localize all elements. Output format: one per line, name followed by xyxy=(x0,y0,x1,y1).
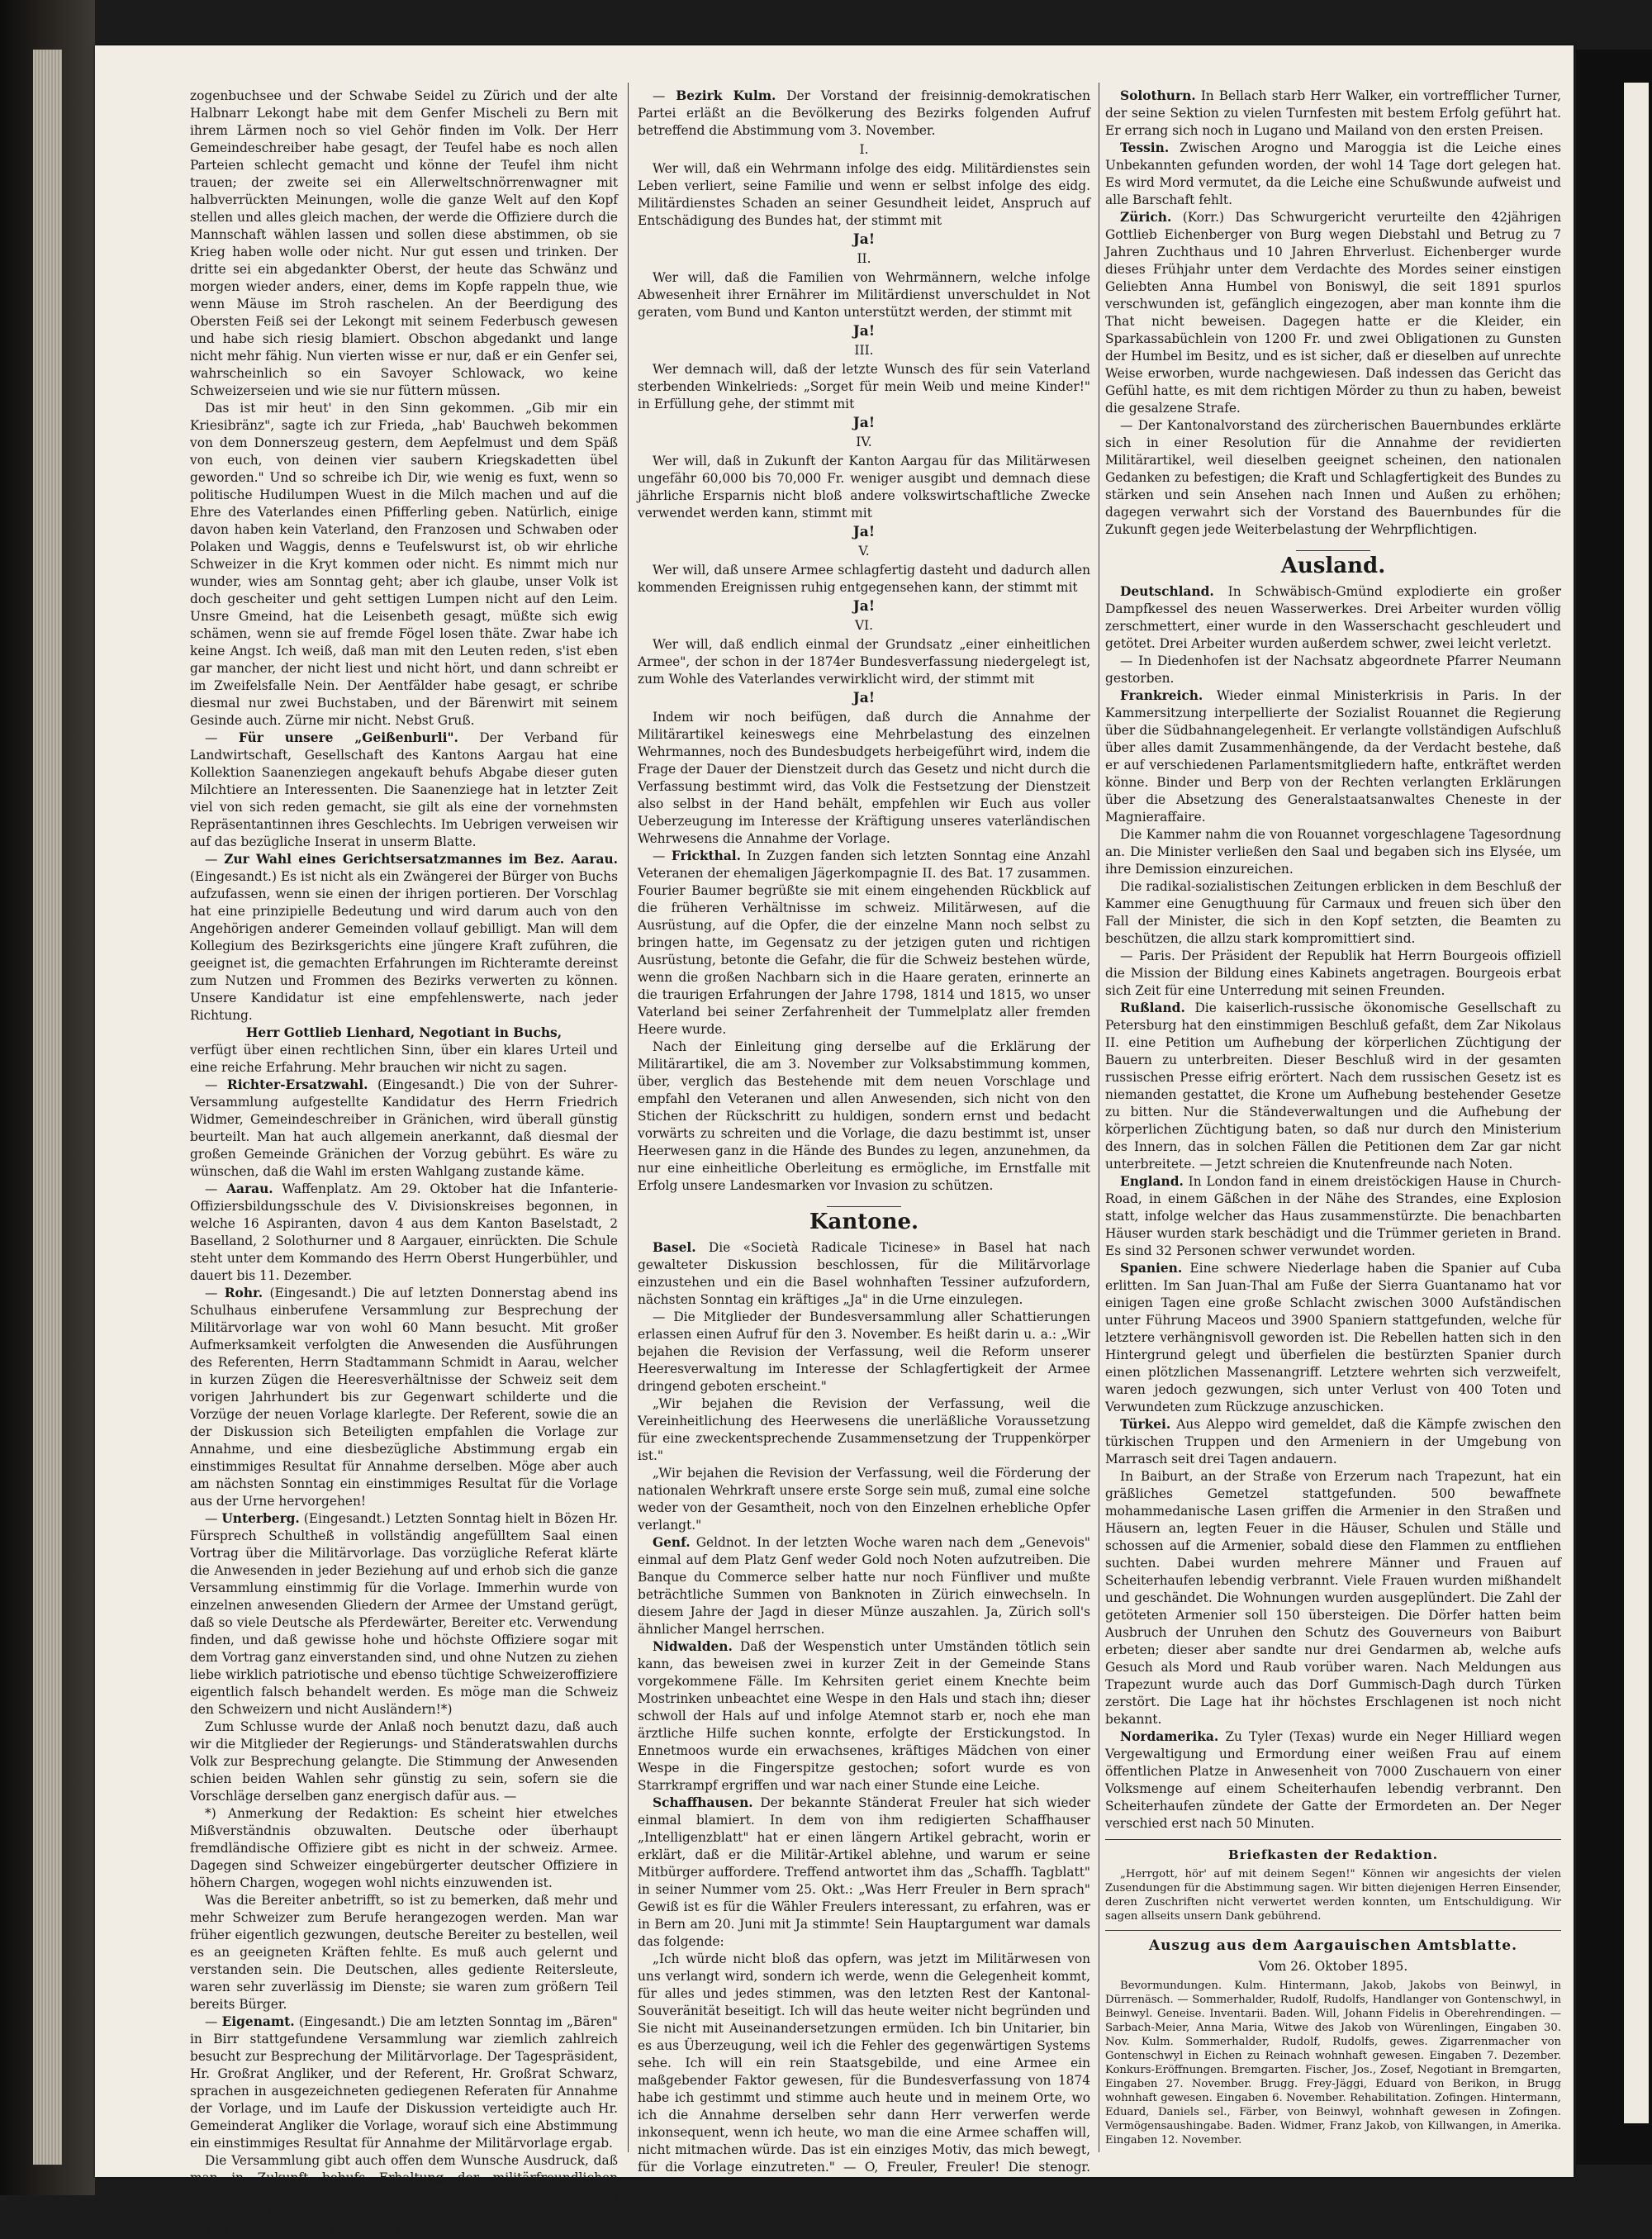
article-text: — Paris. Der Präsident der Republik hat Herrn Bourgeois offiziell die Mission der Bildung eines Kabinets angetragen. Bourgeois erbat sich Zeit für eine Unterredung mit seinen Freunden. xyxy=(1105,948,1561,998)
letterbox-text: „Herrgott, hör' auf mit deinem Segen!" Können wir angesichts der vielen Zusendungen für die Abstimmung sagen. Wir bitten diejenigen Herren Einsender, deren Zuschriften nicht verwertet werden konnten, um Entschuldigung. Wir sagen allseits unsern Dank gebührend. xyxy=(1105,1868,1561,1923)
article-text: „Wir bejahen die Revision der Verfassung, weil die Förderung der nationalen Wehrkraft unsere erste Sorge sein muß, zumal eine solche weder von der Gesamtheit, noch von den Einzelnen erhebliche Opfer verlangt." xyxy=(638,1466,1090,1533)
article-text: „Wir bejahen die Revision der Verfassung, weil die Vereinheitlichung des Heerwesens die unerläßliche Voraussetzung für eine zweckentsprechende Zusammensetzung der Truppenkörper ist." xyxy=(638,1396,1090,1463)
section-number: III. xyxy=(854,343,874,358)
article-text: — In Diedenhofen ist der Nachsatz abgeordnete Pfarrer Neumann gestorben. xyxy=(1105,654,1561,686)
section-number: VI. xyxy=(854,618,874,633)
column-2: — Bezirk Kulm. Der Vorstand der freisinnig-demokratischen Partei erläßt an die Bevölkerung des Bezirks folgenden Aufruf betreffend die Abstimmung vom 3. November. I. Wer will, daß ein Wehrmann infolge des eidg. Militärdienstes sein Leben verliert, seine Familie und wenn er selbst infolge des eidg. Militärdienstes Schaden an seiner Gesundheit leidet, Anspruch auf Entschädigung des Bundes hat, der stimmt mit Ja! II. Wer will, daß die Familien von Wehrmännern, welche infolge Abwesenheit ihrer Ernährer im Militärdienst unverschuldet in Not geraten, vom Bund und Kanton unterstützt werden, der stimmt mit Ja! III. Wer demnach will, daß der letzte Wunsch des für sein Vaterland sterbenden Winkelrieds: „Sorget für mein Weib und meine Kinder!" in Erfüllung gehe, der stimmt mit Ja! IV. Wer will, daß in Zukunft der Kanton Aargau für das Militärwesen ungefähr 60,000 bis 70,000 Fr. weniger ausgibt und demnach diese jährliche Ersparnis nicht bloß andere volkswirtschaftliche Zwecke verwendet werden kann, stimmt mit Ja! V. Wer will, daß unsere Armee schlagfertig dasteht und dadurch allen kommenden Ereignissen ruhig entgegensehen kann, der stimmt mit Ja! VI. Wer will, daß endlich einmal der Grundsatz „einer einheitlichen Armee", der schon in der 1874er Bundesverfassung niedergelegt ist, zum Wohle des Vaterlandes verwirklicht wird, der stimmt mit Ja! Indem wir noch beifügen, daß durch die Annahme der Militärartikel keineswegs eine Mehrbelastung des einzelnen Wehrmannes, noch des Bundesbudgets herbeigeführt wird, indem die Frage der Dauer der Dienstzeit durch das Gesetz und nicht durch die Verfassung bestimmt wird, das Volk die Festsetzung der Dienstzeit also selbst in der Hand behält, empfehlen wir Euch aus voller Ueberzeugung im Interesse der Kräftigung unseres vaterländischen Wehrwesens die Annahme der Vorlage. — Frickthal. In Zuzgen fanden sich letzten Sonntag eine Anzahl Veteranen der ehemaligen Jägerkompagnie II. des Bat. 17 zusammen. Fourier Baumer begrüßte sie mit einem eingehenden Rückblick auf die früheren Verhältnisse im schweiz. Militärwesen, auf die Ausrüstung, auf die Opfer, die der einzelne Mann noch selbst zu bringen hatte, im Gegensatz zu der jetzigen guten und richtigen Ausrüstung, betonte die Gefahr, die für die Schweiz bestehen würde, wenn die großen Nachbarn sich in die Haare geraten, erinnerte an die traurigen Erfahrungen der Jahre 1798, 1814 und 1815, wo unser Vaterland bei seiner Zerfahrenheit der Tummelplatz aller fremden Heere wurde. Nach der Einleitung ging derselbe auf die Erklärung der Militärartikel, die am 3. November zur Volksabstimmung kommen, über, verglich das Bestehende mit dem neuen Vorschlage und empfahl den Veteranen und allen Anwesenden, sich nicht von den Stichen der Rückschritt zu huldigen, sondern ernst und bedacht vorwärts zu schreiten und die Vorlage, die dazu bestimmt ist, unser Heerwesen ganz in die Hände des Bundes zu legen, anzunehmen, da nur eine einheitliche Oberleitung es ermögliche, im Ernstfalle mit Erfolg unsere Landesmarken vor Invasion zu schützen. Kantone. Basel. Die «Società Radicale Ticinese» in Basel hat nach gewalteter Diskussion beschlossen, für die Militärvorlage einzustehen und ein die Basel wohnhaften Tessiner aufzufordern, nächsten Sonntag ein kräftiges „Ja" in die Urne einzulegen. — Die Mitglieder der Bundesversammlung aller Schattierungen erlassen einen Aufruf für den 3. November. Es heißt darin u. a.: „Wir bejahen die Revision der Verfassung, weil die Reform unserer Heeresverwaltung im Interesse der Schlagfertigkeit der Armee dringend geboten erscheint." „Wir bejahen die Revision der Verfassung, weil die Vereinheitlichung des Heerwesens die unerläßliche Voraussetzung für eine zweckentsprechende Zusammensetzung der Truppenkörper ist." „Wir bejahen die Revision der Verfassung, weil die Förderung der nationalen Wehrkraft unsere erste Sorge sein muß, zumal eine solche weder von der Gesamtheit, noch von den Einzelnen erhebliche Opfer verlangt." Genf. Geldnot. In der letzten Woche waren nach dem „Genevois" einmal auf dem Platz Genf weder Gold noch Noten aufzutreiben. Die Banque du Commerce selber hatte nur noch Fünfliver und mußte beträchtliche Summen von Banknoten in Zürich einwechseln. In diesem Jahre der Jagd in dieser Münze auszahlen. Ja, Zürich soll's ähnlicher Mangel herrschen. Nidwalden. Daß der Wespenstich unter Umständen tötlich sein kann, das beweisen zwei in kurzer Zeit in der Gemeinde Stans vorgekommene Fälle. Im Kehrsiten geriet einem Knechte beim Mostrinken unbeachtet eine Wespe in den Hals und stach ihn; dieser schwoll der Hals auf und infolge Atemnot starb er, noch ehe man ärztliche Hilfe suchen konnte, erfolgte der Erstickungstod. In Ennetmoos wurde ein erwachsenes, kräftiges Mädchen von einer Wespe in die Fingerspitze gestochen; sofort wurde es von Starrkrampf ergriffen und war nach einer Stunde eine Leiche. Schaffhausen. Der bekannte Ständerat Freuler hat sich wieder einmal blamiert. In dem von ihm redigierten Schaffhauser „Intelligenzblatt" hat er einen längern Artikel gebracht, worin er erklärt, daß er die Militär-Artikel ablehne, und warum er seine Mitbürger auffordere. Treffend antwortet ihm das „Schaffh. Tagblatt" in seiner Nummer vom 25. Okt.: „Was Herr Freuler in Bern sprach" Gewiß ist es für die Wähler Freulers interessant, zu erfahren, was er in Bern am 20. Juni mit Ja stimmte! Sein Hauptargument war damals das folgende: „Ich würde nicht bloß das opfern, was jetzt im Militärwesen von uns verlangt wird, sondern ich werde, wenn die Gelegenheit kommt, für alles und jedes stimmen, was den letzten Rest der Kantonal-Souveränität beseitigt. Ich will das heute weiter nicht begründen und Sie nicht mit Auseinandersetzungen ermüden. Ich bin Unitarier, bin es aus Überzeugung, weil ich die Fehler des gegenwärtigen Systems sehe. Ich will ein rein Staatsgebilde, und eine Armee ein maßgebender Faktor gewesen, für die Bundesverfassung von 1874 habe ich gestimmt und stimme auch heute und in meinem Orte, wo ich die Annahme derselben sehr dann Herr verwerfen werde inkonsequent, wenn ich heute, wo man die eine Armee schaffen will, nicht mitmachen würde. Das ist ein einziges Motiv, das mich bewegt, für die Vorlage einzutreten." — O, Freuler, Freuler! Die stenogr. Bülletins sind scheins doch für etwas gut. xyxy=(638,88,1090,2192)
article-text: Was die Bereiter anbetrifft, so ist zu bemerken, daß mehr und mehr Schweizer zum Berufe herangezogen werden. Man war früher eigentlich gezwungen, deutsche Bereiter zu bestellen, weil es an geeigneten Kräften fehlte. Es muß auch gelernt und verstanden sein. Die Deutschen, alles gediente Reitersleute, waren sehr zuverlässig im Dienste; sie waren zum größern Teil bereits Bürger. xyxy=(190,1893,618,2012)
article-heading: Türkei. xyxy=(1120,1417,1171,1432)
article-text: Zum Schlusse wurde der Anlaß noch benutzt dazu, daß auch wir die Mitglieder der Regierungs- und Ständeratswahlen durchs Volk zur Besprechung gelangte. Die Stimmung der Anwesenden schien beiden Wahlen sehr günstig zu sein, sofern sie die Vorschläge derselben ganz energisch dafür aus. — xyxy=(190,1719,618,1804)
article-heading: Zur Wahl eines Gerichtsersatzmannes im Bez. Aarau. xyxy=(224,852,618,867)
article-text: Der Verband für Landwirtschaft, Gesellschaft des Kantons Aargau hat eine Kollektion Saanenziegen angekauft behufs Abgabe dieser guten Milchtiere an Interessenten. Die Saanenziege hat in letzter Zeit viel von sich reden gemacht, sie gilt als eine der vornehmsten Repräsentantinnen ihres Geschlechts. Im Uebrigen verweisen wir auf das bezügliche Inserat in unserm Blatte. xyxy=(190,730,618,849)
gazette-title: Auszug aus dem Aargauischen Amtsblatte. xyxy=(1148,1937,1518,1954)
facing-page-edge xyxy=(1576,50,1652,2165)
candidate-name: Herr Gottlieb Lienhard, Negotiant in Buchs, xyxy=(245,1025,563,1040)
article-text: Die radikal-sozialistischen Zeitungen erblicken in dem Beschluß der Kammer eine Genugthuung für Carmaux und freuen sich über den Fall der Minister, die sich in den Kopf setzten, die Beamten zu beschützen, die allzu stark kompromittiert sind. xyxy=(1105,879,1561,946)
article-text: In Bellach starb Herr Walker, ein vortrefflicher Turner, der seine Sektion zu vielen Turnfesten mit bestem Erfolg geführt hat. Er errang sich noch in Lugano und Mailand von den ersten Preisen. xyxy=(1105,88,1561,138)
article-text: Waffenplatz. Am 29. Oktober hat die Infanterie-Offiziersbildungsschule des V. Divisionskreises begonnen, in welche 16 Aspiranten, davon 4 aus dem Kanton Baselstadt, 2 Baselland, 2 Solothurner und 8 Aargauer, einrückten. Die Schule steht unter dem Kommando des Herrn Oberst Hungerbühler, und dauert bis 11. Dezember. xyxy=(190,1181,618,1283)
article-text: Wer will, daß unsere Armee schlagfertig dasteht und dadurch allen kommenden Ereignissen ruhig entgegensehen kann, der stimmt mit xyxy=(638,563,1090,595)
article-heading: Richter-Ersatzwahl. xyxy=(226,1077,368,1092)
article-text: Daß der Wespenstich unter Umständen tötlich sein kann, das beweisen zwei in kurzer Zeit in der Gemeinde Stans vorgekommene Fälle. Im Kehrsiten geriet einem Knechte beim Mostrinken unbeachtet eine Wespe in den Hals und stach ihn; dieser schwoll der Hals auf und infolge Atemnot starb er, noch ehe man ärztliche Hilfe suchen konnte, erfolgte der Erstickungstod. In Ennetmoos wurde ein erwachsenes, kräftiges Mädchen von einer Wespe in die Fingerspitze gestochen; sofort wurde es von Starrkrampf ergriffen und war nach einer Stunde eine Leiche. xyxy=(638,1639,1090,1793)
article-text: (Eingesandt.) Die am letzten Sonntag im „Bären" in Birr stattgefundene Versammlung war ziemlich zahlreich besucht zur Besprechung der Militärvorlage. Der Tagespräsident, Hr. Großrat Angliker, und der Referent, Hr. Großrat Schwarz, sprachen in ausgezeichneten gediegenen Referaten für Annahme der Vorlage, und im Laufe der Diskussion verteidigte auch Hr. Gemeinderat Angliker die Vorlage, worauf sich eine Abstimmung ein einstimmiges Resultat für Annahme der Militärvorlage ergab. xyxy=(190,2014,618,2151)
article-heading: Eigenamt. xyxy=(221,2014,295,2029)
gazette-date: Vom 26. Oktober 1895. xyxy=(1258,1959,1408,1974)
article-text: Eine schwere Niederlage haben die Spanier auf Cuba erlitten. Im San Juan-Thal am Fuße der Sierra Guantanamo hat vor einigen Tagen eine große Schlacht zwischen 3000 Aufständischen unter Führung Maceos und 3900 Spaniern stattgefunden, welche für letztere verhängnisvoll geworden ist. Die Rebellen hatten sich in den Hintergrund gelegt und überfielen die bestürzten Spanier durch einen plötzlichen Massenangriff. Letztere wehrten sich verzweifelt, waren jedoch gezwungen, sich unter Verlust von 400 Toten und Verwundeten zum Rückzuge anzuschicken. xyxy=(1105,1261,1561,1414)
article-heading: Aarau. xyxy=(226,1181,273,1196)
ja-label: Ja! xyxy=(852,323,876,340)
article-text: Wer will, daß endlich einmal der Grundsatz „einer einheitlichen Armee", der schon in der 1874er Bundesverfassung niedergelegt ist, zum Wohle des Vaterlandes verwirklicht wird, der stimmt mit xyxy=(638,637,1090,687)
article-text: Aus Aleppo wird gemeldet, daß die Kämpfe zwischen den türkischen Truppen und den Armeniern in der Umgebung von Marrasch seit drei Tagen andauern. xyxy=(1105,1417,1561,1467)
article-heading: Für unsere „Geißenburli". xyxy=(238,730,458,745)
article-text: In Baiburt, an der Straße von Erzerum nach Trapezunt, hat ein gräßliches Gemetzel stattgefunden. 500 bewaffnete mohammedanische Lasen griffen die Armenier in den Straßen und Häusern an, legten Feuer in die Häuser, Schulen und Ställe und schossen auf die Armenier, sobald diese den Flammen zu entfliehen suchten. Dabei wurden mehrere Männer und Frauen auf Scheiterhaufen lebendig verbrannt. Viele Frauen wurden mißhandelt und geschändet. Die Wohnungen wurden ausgeplündert. Die Zahl der getöteten Armenier soll 150 übersteigen. Die Dörfer hatten beim Ausbruch der Unruhen den Schutz des Gouverneurs von Baiburt erbeten; dieser aber sandte nur drei Gendarmen ab, welche aufs Gesuch als Mord und Raub vorüber waren. Nach Meldungen aus Trapezunt wurde auch das Dorf Gummisch-Dagh durch Türken zerstört. Die Lage hat ihr höchstes Erschlagenen ist noch nicht bekannt. xyxy=(1105,1469,1561,1727)
divider xyxy=(1105,1839,1561,1840)
column-3 xyxy=(1105,88,1561,2146)
article-text: verfügt über einen rechtlichen Sinn, über ein klares Urteil und eine reiche Erfahrung. Mehr brauchen wir nicht zu sagen. xyxy=(190,1043,618,1075)
column-rule xyxy=(628,83,629,2152)
ja-label: Ja! xyxy=(852,415,876,431)
ja-label: Ja! xyxy=(852,598,876,615)
article-text: — Die Mitglieder der Bundesversammlung aller Schattierungen erlassen einen Aufruf für den 3. November. Es heißt darin u. a.: „Wir bejahen die Revision der Verfassung, weil die Reform unserer Heeresverwaltung im Interesse der Schlagfertigkeit der Armee dringend geboten erscheint." xyxy=(638,1310,1090,1394)
article-heading: Nidwalden. xyxy=(653,1639,733,1654)
section-heading-ausland: Ausland. xyxy=(1105,550,1561,575)
article-text: (Eingesandt.) Es ist nicht als ein Zwängerei der Bürger von Buchs aufzufassen, wenn sie einen der ihrigen portieren. Der Vorschlag hat eine prinzipielle Bedeutung und wird darum auch von den Angehörigen anderer Gemeinden vollauf gebilligt. Man will dem Kollegium des Bezirksgerichts eine jüngere Kraft zuführen, die geeignet ist, die gemachten Erfahrungen im Richteramte dereinst zum Nutzen und Frommen des Bezirks verwerten zu können. Unsere Kandidatur ist eine empfehlenswerte, nach jeder Richtung. xyxy=(190,869,618,1023)
article-heading: Nordamerika. xyxy=(1120,1729,1219,1744)
article-text: Das ist mir heut' in den Sinn gekommen. „Gib mir ein Kriesibränz", sagte ich zur Frieda, „hab' Bauchweh bekommen von dem Donnerszeug gestern, dem Aepfelmust und dem Späß von euch, von deinen vier saubern Kriegskadetten übel geworden." Und so schreibe ich Dir, wie wenig es fuxt, wenn so politische Hudilumpen Wuest in die Milch machen und auf die Ehre des Vaterlandes einen Pfifferling geben. Natürlich, einige davon haben kein Vaterland, den Franzosen und Schwaben oder Polaken und Waggis, denns e Teufelswurst ist, ob wir ehrliche Schweizer in die Kryt kommen oder nicht. Es nimmt mich nur wunder, wies am Sonntag geht; aber ich glaube, unser Volk ist doch gescheiter und geht settigen Lumpen nicht auf den Leim. Unsre Gmeind, hat die Leisenbeth gesagt, müßte sich ewig schämen, wenn sie auf fremde Fögel losen thäte. Zwar habe ich keine Angst. Ich weiß, daß man mit den Leuten reden, s'ist eben gar mancher, der nicht liest und nicht hört, und dann schreibt er im Zweifelsfalle Nein. Der Aentfälder habe gesagt, er schribe diesmal nur zwei Buchstaben, und der Bärenwirt mit seinem Gesinde auch. Zürne mir nicht. Nebst Gruß. xyxy=(190,401,618,728)
article-heading: Rohr. xyxy=(224,1286,263,1300)
section-number: IV. xyxy=(856,435,872,449)
article-text: Wer will, daß ein Wehrmann infolge des eidg. Militärdienstes sein Leben verliert, seine Familie und wenn er selbst infolge des eidg. Militärdienstes Schaden an seiner Gesundheit leidet, Anspruch auf Entschädigung des Bundes hat, der stimmt mit xyxy=(638,161,1090,228)
page-stack-edge xyxy=(33,50,62,2165)
article-text: (Eingesandt.) Die von der Suhrer-Versammlung aufgestellte Kandidatur des Herrn Friedrich Widmer, Gemeindeschreiber in Gränichen, wird überall günstig beurteilt. Man hat auch allgemein anerkannt, daß diesmal der großen Gemeinde Gränichen der Vorzug gebührt. Es wäre zu wünschen, daß die Wahl im ersten Wahlgang zustande käme. xyxy=(190,1077,618,1179)
article-text: Wer demnach will, daß der letzte Wunsch des für sein Vaterland sterbenden Winkelrieds: „Sorget für mein Weib und meine Kinder!" in Erfüllung gehe, der stimmt mit xyxy=(638,362,1090,411)
article-text: (Eingesandt.) Die auf letzten Donnerstag abend ins Schulhaus einberufene Versammlung zur Besprechung der Militärvorlage war von wohl 60 Mann besucht. Mit großer Aufmerksamkeit verfolgten die Anwesenden die Ausführungen des Referenten, Herrn Stadtammann Schmidt in Aarau, welcher in kurzen Zügen die Heeresverhältnisse der Schweiz seit dem vorigen Jahrhundert bis zur Gegenwart schilderte und die Vorzüge der neuen Vorlage klarlegte. Der Referent, sowie die an der Diskussion sich Beteiligten empfahlen die Vorlage zur Annahme, und eine diesbezügliche Abstimmung ergab ein einstimmiges Resultat für Annahme derselben. Möge aber auch am nächsten Sonntag ein einstimmiges Resultat für die Vorlage aus der Urne hervorgehen! xyxy=(190,1286,618,1509)
article-heading: Zürich. xyxy=(1120,210,1172,225)
article-text: Wer will, daß die Familien von Wehrmännern, welche infolge Abwesenheit ihrer Ernährer im Militärdienst unverschuldet in Not geraten, vom Bund und Kanton unterstützt werden, der stimmt mit xyxy=(638,270,1090,320)
section-heading-kantone: Kantone. xyxy=(638,1206,1090,1231)
article-heading: Tessin. xyxy=(1120,140,1170,155)
article-heading: Frickthal. xyxy=(671,849,741,863)
article-heading: Unterberg. xyxy=(221,1511,300,1526)
article-text: Die «Società Radicale Ticinese» in Basel hat nach gewalteter Diskussion beschlossen, für die Militärvorlage einzustehen und ein die Basel wohnhaften Tessiner aufzufordern, nächsten Sonntag ein kräftiges „Ja" in die Urne einzulegen. xyxy=(638,1240,1090,1307)
article-text: Wer will, daß in Zukunft der Kanton Aargau für das Militärwesen ungefähr 60,000 bis 70,000 Fr. weniger ausgibt und demnach diese jährliche Ersparnis nicht bloß andere volkswirtschaftliche Zwecke verwendet werden kann, stimmt mit xyxy=(638,454,1090,521)
article-text: Indem wir noch beifügen, daß durch die Annahme der Militärartikel keineswegs eine Mehrbelastung des einzelnen Wehrmannes, noch des Bundesbudgets herbeigeführt wird, indem die Frage der Dauer der Dienstzeit durch das Gesetz und nicht durch die Verfassung bestimmt wird, das Volk die Festsetzung der Dienstzeit also selbst in der Hand behält, empfehlen wir Euch aus voller Ueberzeugung im Interesse der Kräftigung unseres vaterländischen Wehrwesens die Annahme der Vorlage. xyxy=(638,710,1090,846)
footnote: *) Anmerkung der Redaktion: Es scheint hier etwelches Mißverständnis obzuwalten. Deutsche oder überhaupt fremdländische Offiziere gibt es nicht in der schweiz. Armee. Dagegen sind Schweizer eingebürgerter deutscher Offiziere in höhern Chargen, wogegen wohl nichts einzuwenden ist. xyxy=(190,1806,618,1890)
column-1: zogenbuchsee und der Schwabe Seidel zu Zürich und der alte Halbnarr Lekongt habe mit dem Genfer Mischeli zu Bern mit ihrem Lärmen noch so viel Gehör finden im Volk. Der Herr Gemeindeschreiber habe gesagt, der Teufel habe es noch allen Parteien schlecht gemacht und könne der Teufel ihm nicht trauen; der zweite sei ein Allerweltschnörrenwagner mit halbverrückten Meinungen, wolle die ganze Welt auf den Kopf stellen und alles gleich machen, der werde die Offiziere durch die Mannschaft wählen lassen und sollen diese abstimmen, ob sie Krieg haben wolle oder nicht. Nur gut essen und trinken. Der dritte sei ein abgedankter Oberst, der heute das Schwänz und morgen wieder anders, einer, dems im Kopfe rappeln thue, wie wenn Mäuse im Stroh raschelen. An der Beerdigung des Obersten Feiß sei der Lekongt mit seinem Federbusch gewesen und habe sich riesig blamiert. Obschon abgedankt und lange nicht mehr fähig. Nun vierten wisse er nur, daß er ein Genfer sei, wahrscheinlich so ein Savoyer Schlowack, wo keine Schweizerseien und wie sie nur füttern müssen. Das ist mir heut' in den Sinn gekommen. „Gib mir ein Kriesibränz", sagte ich zur Frieda, „hab' Bauchweh bekommen von dem Donnerszeug gestern, dem Aepfelmust und dem Späß von euch, von deinen vier saubern Kriegskadetten übel geworden." Und so schreibe ich Dir, wie wenig es fuxt, wenn so politische Hudilumpen Wuest in die Milch machen und auf die Ehre des Vaterlandes einen Pfifferling geben. Natürlich, einige davon haben kein Vaterland, den Franzosen und Schwaben oder Polaken und Waggis, denns e Teufelswurst ist, ob wir ehrliche Schweizer in die Kryt kommen oder nicht. Es nimmt mich nur wunder, wies am Sonntag geht; aber ich glaube, unser Volk ist doch gescheiter und geht settigen Lumpen nicht auf den Leim. Unsre Gmeind, hat die Leisenbeth gesagt, müßte sich ewig schämen, wenn sie auf fremde Fögel losen thäte. Zwar habe ich keine Angst. Ich weiß, daß man mit den Leuten reden, s'ist eben gar mancher, der nicht liest und nicht hört, und dann schreibt er im Zweifelsfalle Nein. Der Aentfälder habe gesagt, er schribe diesmal nur zwei Buchstaben, und der Bärenwirt mit seinem Gesinde auch. Zürne mir nicht. Nebst Gruß. — Für unsere „Geißenburli". Der Verband für Landwirtschaft, Gesellschaft des Kantons Aargau hat eine Kollektion Saanenziegen angekauft behufs Abgabe dieser guten Milchtiere an Interessenten. Die Saanenziege hat in letzter Zeit viel von sich reden gemacht, sie gilt als eine der vornehmsten Repräsentantinnen ihres Geschlechts. Im Uebrigen verweisen wir auf das bezügliche Inserat in unserm Blatte. — Zur Wahl eines Gerichtsersatzmannes im Bez. Aarau. (Eingesandt.) Es ist nicht als ein Zwängerei der Bürger von Buchs aufzufassen, wenn sie einen der ihrigen portieren. Der Vorschlag hat eine prinzipielle Bedeutung und wird darum auch von den Angehörigen anderer Gemeinden vollauf gebilligt. Man will dem Kollegium des Bezirksgerichts eine jüngere Kraft zuführen, die geeignet ist, die gemachten Erfahrungen im Richteramte dereinst zum Nutzen und Frommen des Bezirks verwerten zu können. Unsere Kandidatur ist eine empfehlenswerte, nach jeder Richtung. Herr Gottlieb Lienhard, Negotiant in Buchs, verfügt über einen rechtlichen Sinn, über ein klares Urteil und eine reiche Erfahrung. Mehr brauchen wir nicht zu sagen. — Richter-Ersatzwahl. (Eingesandt.) Die von der Suhrer-Versammlung aufgestellte Kandidatur des Herrn Friedrich Widmer, Gemeindeschreiber in Gränichen, wird überall günstig beurteilt. Man hat auch allgemein anerkannt, daß diesmal der großen Gemeinde Gränichen der Vorzug gebührt. Es wäre zu wünschen, daß die Wahl im ersten Wahlgang zustande käme. — Aarau. Waffenplatz. Am 29. Oktober hat die Infanterie-Offiziersbildungsschule des V. Divisionskreises begonnen, in welche 16 Aspiranten, davon 4 aus dem Kanton Baselstadt, 2 Baselland, 2 Solothurner und 8 Aargauer, einrückten. Die Schule steht unter dem Kommando des Herrn Oberst Hungerbühler, und dauert bis 11. Dezember. — Rohr. (Eingesandt.) Die auf letzten Donnerstag abend ins Schulhaus einberufene Versammlung zur Besprechung der Militärvorlage war von wohl 60 Mann besucht. Mit großer Aufmerksamkeit verfolgten die Anwesenden die Ausführungen des Referenten, Herrn Stadtammann Schmidt in Aarau, welcher in kurzen Zügen die Heeresverhältnisse der Schweiz seit dem vorigen Jahrhundert bis zur Gegenwart schilderte und die Vorzüge der neuen Vorlage klarlegte. Der Referent, sowie die an der Diskussion sich Beteiligten empfahlen die Vorlage zur Annahme, und eine diesbezügliche Abstimmung ergab ein einstimmiges Resultat für Annahme derselben. Möge aber auch am nächsten Sonntag ein einstimmiges Resultat für die Vorlage aus der Urne hervorgehen! — Unterberg. (Eingesandt.) Letzten Sonntag hielt in Bözen Hr. Fürsprech Schultheß in vollständig angefülltem Saal einen Vortrag über die Militärvorlage. Das vorzügliche Referat klärte die Anwesenden in jeder Beziehung auf und erhob sich die ganze Versammlung einstimmig für die Vorlage. Immerhin wurde von einzelnen anwesenden Gliedern der Armee der Umstand gerügt, daß so viele Deutsche als Pferdewärter, Bereiter etc. Verwendung finden, und daß gewisse hohe und höchste Offiziere sogar mit dem Vortrag ganz einverstanden sind, und ohne Nutzen zu ziehen liebe wirklich patriotische und ebenso tüchtige Schweizeroffiziere eigentlich falsch behandelt werden. Es möge man die Schweiz den Schweizern und nicht Ausländern!*) Zum Schlusse wurde der Anlaß noch benutzt dazu, daß auch wir die Mitglieder der Regierungs- und Ständeratswahlen durchs Volk zur Besprechung gelangte. Die Stimmung der Anwesenden schien beiden Wahlen sehr günstig zu sein, sofern sie die Vorschläge derselben ganz energisch dafür aus. — *) Anmerkung der Redaktion: Es scheint hier etwelches Mißverständnis obzuwalten. Deutsche oder überhaupt fremdländische Offiziere gibt es nicht in der schweiz. Armee. Dagegen sind Schweizer eingebürgerter deutscher Offiziere in höhern Chargen, wogegen wohl nichts einzuwenden ist. Was die Bereiter anbetrifft, so ist zu bemerken, daß mehr und mehr Schweizer zum Berufe herangezogen werden. Man war früher eigentlich gezwungen, deutsche Bereiter zu bestellen, weil es an geeigneten Kräften fehlte. Es muß auch gelernt und verstanden sein. Die Deutschen, alles gediente Reitersleute, waren sehr zuverlässig im Dienste; sie waren zum größern Teil bereits Bürger. — Eigenamt. (Eingesandt.) Die am letzten Sonntag im „Bären" in Birr stattgefundene Versammlung war ziemlich zahlreich besucht zur Besprechung der Militärvorlage. Der Tagespräsident, Hr. Großrat Angliker, und der Referent, Hr. Großrat Schwarz, sprachen in ausgezeichneten gediegenen Referaten für Annahme der Vorlage, und im Laufe der Diskussion verteidigte auch Hr. Gemeinderat Angliker die Vorlage, worauf sich eine Abstimmung ein einstimmiges Resultat für Annahme der Militärvorlage ergab. Die Versammlung gibt auch offen dem Wunsche Ausdruck, daß man in Zukunft behufs Erhaltung der militärfreundlichen Gesinnung unseres Volkes ein rücksichtsloseres Vorgehen gegenüber Exzessen behufs Verbesserung von Berufsoffizieren durch die zuständigen Behörden erwarte. xyxy=(190,88,618,2237)
article-heading: Frankreich. xyxy=(1120,688,1203,703)
ja-label: Ja! xyxy=(852,231,876,248)
ja-label: Ja! xyxy=(852,524,876,540)
article-heading: Rußland. xyxy=(1120,1001,1185,1015)
article-text: Wieder einmal Ministerkrisis in Paris. In der Kammersitzung interpellierte der Sozialist Rouannet die Regierung über die Südbahnangelegenheit. Er verlangte vollständigen Aufschluß über alles damit Zusammenhängende, da der Verdacht bestehe, daß er auf verschiedenen Parlamentsmitgliedern hafte, entkräftet werden könne. Binder und Berp von der Rechten verlangten Erklärungen über die Absetzung des Generalstaatsanwaltes Cheneste in der Magnieraffaire. xyxy=(1105,688,1561,825)
article-text: (Eingesandt.) Letzten Sonntag hielt in Bözen Hr. Fürsprech Schultheß in vollständig angefülltem Saal einen Vortrag über die Militärvorlage. Das vorzügliche Referat klärte die Anwesenden in jeder Beziehung auf und erhob sich die ganze Versammlung einstimmig für die Vorlage. Immerhin wurde von einzelnen anwesenden Gliedern der Armee der Umstand gerügt, daß so viele Deutsche als Pferdewärter, Bereiter etc. Verwendung finden, und daß gewisse hohe und höchste Offiziere sogar mit dem Vortrag ganz einverstanden sind, und ohne Nutzen zu ziehen liebe wirklich patriotische und ebenso tüchtige Schweizeroffiziere eigentlich falsch behandelt werden. Es möge man die Schweiz den Schweizern und nicht Ausländern!*) xyxy=(190,1511,618,1717)
section-number: II. xyxy=(857,251,871,266)
article-text: — Der Kantonalvorstand des zürcherischen Bauernbundes erklärte sich in einer Resolution für die Annahme der revidierten Militärartikel, weil dieselben geeignet scheinen, den nationalen Gedanken zu befestigen; die Kraft und Schlagfertigkeit des Bundes zu stärken und sein Ansehen nach Innen und Außen zu erhöhen; dagegen verwahrt sich der Vorstand des Bauernbundes für die Zukunft gegen jede Weiterbelastung der Wehrpflichtigen. xyxy=(1105,418,1561,537)
article-text: Geldnot. In der letzten Woche waren nach dem „Genevois" einmal auf dem Platz Genf weder Gold noch Noten aufzutreiben. Die Banque du Commerce selber hatte nur noch Fünfliver und mußte beträchtliche Summen von Banknoten in Zürich einwechseln. In diesem Jahre der Jagd in dieser Münze auszahlen. Ja, Zürich soll's ähnlicher Mangel herrschen. xyxy=(638,1535,1090,1637)
article-text: In London fand in einem dreistöckigen Hause in Church-Road, in einem Gäßchen in der Nähe des Strandes, eine Explosion statt, infolge welcher das Haus zusammenstürzte. Die benachbarten Häuser wurden stark beschädigt und die Trümmer gerieten in Brand. Es sind 32 Personen schwer verwundet worden. xyxy=(1105,1174,1561,1258)
gazette-text: Bevormundungen. Kulm. Hintermann, Jakob, Jakobs von Beinwyl, in Dürrenäsch. — Sommerhalder, Rudolf, Rudolfs, Handlanger von Gontenschwyl, in Beinwyl. Geneise. Inventarii. Baden. Will, Johann Fidelis in Oberehrendingen. — Sarbach-Meier, Anna Maria, Witwe des Jakob von Würenlingen, Eingaben 30. Nov. Kulm. Sommerhalder, Rudolf, Rudolfs, gewes. Zigarrenmacher von Gontenschwyl in Eichen zu Reinach wohnhaft gewesen. Eingaben 7. Dezember. Konkurs-Eröffnungen. Bremgarten. Fischer, Jos., Zosef, Negotiant in Bremgarten, Eingaben 27. November. Brugg. Frey-Jäggi, Eduard von Berikon, in Brugg wohnhaft gewesen. Eingaben 6. November. Rehabilitation. Zofingen. Hintermann, Eduard, Daniels sel., Färber, von Beinwyl, wohnhaft gewesen in Zofingen. Vermögensaushingabe. Baden. Widmer, Franz Jakob, von Killwangen, in Amerika. Eingaben 12. November. xyxy=(1105,1980,1561,2146)
article-heading: England. xyxy=(1120,1174,1184,1189)
article-text: Der bekannte Ständerat Freuler hat sich wieder einmal blamiert. In dem von ihm redigierten Schaffhauser „Intelligenzblatt" hat er einen längern Artikel gebracht, worin er erklärt, daß er die Militär-Artikel ablehne, und warum er seine Mitbürger auffordere. Treffend antwortet ihm das „Schaffh. Tagblatt" in seiner Nummer vom 25. Okt.: „Was Herr Freuler in Bern sprach" Gewiß ist es für die Wähler Freulers interessant, zu erfahren, was er in Bern am 20. Juni mit Ja stimmte! Sein Hauptargument war damals das folgende: xyxy=(638,1795,1090,1949)
article-text: (Korr.) Das Schwurgericht verurteilte den 42jährigen Gottlieb Eichenberger von Burg wegen Diebstahl und Betrug zu 7 Jahren Zuchthaus und 10 Jahren Ehrverlust. Eichenberger wurde dieses Frühjahr unter dem Verdachte des Mordes seiner einstigen Geliebten Anna Humbel von Boniswyl, die seit 1891 spurlos verschwunden ist, gefänglich eingezogen, aber man konnte ihm die That nicht beweisen. Dagegen hatte er die Kleider, ein Sparkassabüchlein von 1200 Fr. und zwei Obligationen zu Gunsten der Humbel im Besitz, und es ist sicher, daß er dieselben auf unrechte Weise erworben, wurde nachgewiesen. Daß indessen das Gericht das Gefühl hatte, es mit dem richtigen Mörder zu thun zu haben, beweist die gesalzene Strafe. xyxy=(1105,210,1561,416)
article-heading: Bezirk Kulm. xyxy=(676,88,776,103)
article-text: Die Kammer nahm die von Rouannet vorgeschlagene Tagesordnung an. Die Minister verließen den Saal und begaben sich ins Elysée, um ihre Demission einzureichen. xyxy=(1105,827,1561,877)
letterbox-title: Briefkasten der Redaktion. xyxy=(1228,1847,1438,1862)
section-number: I. xyxy=(859,142,869,157)
article-heading: Genf. xyxy=(653,1535,691,1550)
divider xyxy=(1105,1930,1561,1931)
article-text: Nach der Einleitung ging derselbe auf die Erklärung der Militärartikel, die am 3. November zur Volksabstimmung kommen, über, verglich das Bestehende mit dem neuen Vorschlage und empfahl den Veteranen und allen Anwesenden, sich nicht von den Stichen der Rückschritt zu huldigen, sondern ernst und bedacht vorwärts zu schreiten und die Vorlage, die dazu bestimmt ist, unser Heerwesen ganz in die Hände des Bundes zu legen, anzunehmen, da nur eine einheitliche Oberleitung es ermögliche, im Ernstfalle mit Erfolg unsere Landesmarken vor Invasion zu schützen. xyxy=(638,1039,1090,1193)
article-heading: Deutschland. xyxy=(1120,584,1214,599)
article-text: Die kaiserlich-russische ökonomische Gesellschaft zu Petersburg hat den einstimmigen Beschluß gefaßt, dem Zar Nikolaus II. eine Petition um Aufhebung der körperlichen Züchtigung der Bauern zu unterbreiten. Dieser Beschluß wird in der gesamten russischen Presse eifrig erörtert. Nach dem russischen Gesetz ist es niemanden gestattet, die Krone um Aufhebung bestehender Gesetze zu bitten. Nur die Ständeverwaltungen und die Aufhebung der körperlichen Züchtigung baten, so daß nur durch den Ministerium des Innern, das in solchen Fällen die Petitionen dem Zar gar nicht unterbreitete. — Jetzt schreien die Knutenfreunde nach Noten. xyxy=(1105,1001,1561,1172)
article-text: Die Versammlung gibt auch offen dem Wunsche Ausdruck, daß man in Zukunft behufs Erhaltung der militärfreundlichen Gesinnung unseres Volkes ein rücksichtsloseres Vorgehen gegenüber Exzessen behufs Verbesserung von Berufsoffizieren durch die zuständigen Behörden erwarte. xyxy=(190,2153,618,2237)
section-number: V. xyxy=(858,544,870,559)
article-heading: Basel. xyxy=(653,1240,696,1255)
article-text: Der Vorstand der freisinnig-demokratischen Partei erläßt an die Bevölkerung des Bezirks folgenden Aufruf betreffend die Abstimmung vom 3. November. xyxy=(638,88,1090,138)
article-heading: Spanien. xyxy=(1120,1261,1183,1276)
article-text: Zu Tyler (Texas) wurde ein Neger Hilliard wegen Vergewaltigung und Ermordung einer weißen Frau auf einem öffentlichen Platze in Anwesenheit von 7000 Zuschauern von einer Volksmenge auf einem Scheiterhaufen lebendig verbrannt. Den Scheiterhaufen zündete der Gatte der Ermordeten an. Der Neger verschied erst nach 50 Minuten. xyxy=(1105,1729,1561,1831)
article-text: zogenbuchsee und der Schwabe Seidel zu Zürich und der alte Halbnarr Lekongt habe mit dem Genfer Mischeli zu Bern mit ihrem Lärmen noch so viel Gehör finden im Volk. Der Herr Gemeindeschreiber habe gesagt, der Teufel habe es noch allen Parteien schlecht gemacht und könne der Teufel ihm nicht trauen; der zweite sei ein Allerweltschnörrenwagner mit halbverrückten Meinungen, wolle die ganze Welt auf den Kopf stellen und alles gleich machen, der werde die Offiziere durch die Mannschaft wählen lassen und sollen diese abstimmen, ob sie Krieg haben wolle oder nicht. Nur gut essen und trinken. Der dritte sei ein abgedankter Oberst, der heute das Schwänz und morgen wieder anders, einer, dems im Kopfe rappeln thue, wie wenn Mäuse im Stroh raschelen. An der Beerdigung des Obersten Feiß sei der Lekongt mit seinem Federbusch gewesen und habe sich riesig blamiert. Obschon abgedankt und lange nicht mehr fähig. Nun vierten wisse er nur, daß er ein Genfer sei, wahrscheinlich so ein Savoyer Schlowack, wo keine Schweizerseien und wie sie nur füttern müssen. xyxy=(190,88,618,398)
article-heading: Schaffhausen. xyxy=(653,1795,753,1810)
article-text: Zwischen Arogno und Maroggia ist die Leiche eines Unbekannten gefunden worden, der wohl 14 Tage dort gelegen hat. Es wird Mord vermutet, da die Leiche eine Schußwunde aufweist und alle Barschaft fehlt. xyxy=(1105,140,1561,207)
article-text: „Ich würde nicht bloß das opfern, was jetzt im Militärwesen von uns verlangt wird, sondern ich werde, wenn die Gelegenheit kommt, für alles und jedes stimmen, was den letzten Rest der Kantonal-Souveränität beseitigt. Ich will das heute weiter nicht begründen und Sie nicht mit Auseinandersetzungen ermüden. Ich bin Unitarier, bin es aus Überzeugung, weil ich die Fehler des gegenwärtigen Systems sehe. Ich will ein rein Staatsgebilde, und eine Armee ein maßgebender Faktor gewesen, für die Bundesverfassung von 1874 habe ich gestimmt und stimme auch heute und in meinem Orte, wo ich die Annahme derselben sehr dann Herr verwerfen werde inkonsequent, wenn ich heute, wo man die eine Armee schaffen will, nicht mitmachen würde. Das ist ein einziges Motiv, das mich bewegt, für die Vorlage einzutreten." — O, Freuler, Freuler! Die stenogr. Bülletins sind scheins doch für etwas gut. xyxy=(638,1951,1090,2192)
article-heading: Solothurn. xyxy=(1120,88,1196,103)
ja-label: Ja! xyxy=(852,690,876,706)
article-text: In Zuzgen fanden sich letzten Sonntag eine Anzahl Veteranen der ehemaligen Jägerkompagnie II. des Bat. 17 zusammen. Fourier Baumer begrüßte sie mit einem eingehenden Rückblick auf die früheren Verhältnisse im schweiz. Militärwesen, auf die Ausrüstung, auf die Opfer, die der einzelne Mann noch selbst zu bringen hatte, im Gegensatz zu der jetzigen guten und richtigen Ausrüstung, betonte die Gefahr, die für die Schweiz bestehen würde, wenn die großen Nachbarn sich in die Haare geraten, erinnerte an die traurigen Erfahrungen der Jahre 1798, 1814 und 1815, wo unser Vaterland bei seiner Zerfahrenheit der Tummelplatz aller fremden Heere wurde. xyxy=(638,849,1090,1037)
article-text: In Schwäbisch-Gmünd explodierte ein großer Dampfkessel des neuen Wasserwerkes. Drei Arbeiter wurden völlig zerschmettert, einer wurde in den Wasserschacht geschleudert und getötet. Drei Arbeiter wurden außerdem schwer, zwei leicht verletzt. xyxy=(1105,584,1561,651)
